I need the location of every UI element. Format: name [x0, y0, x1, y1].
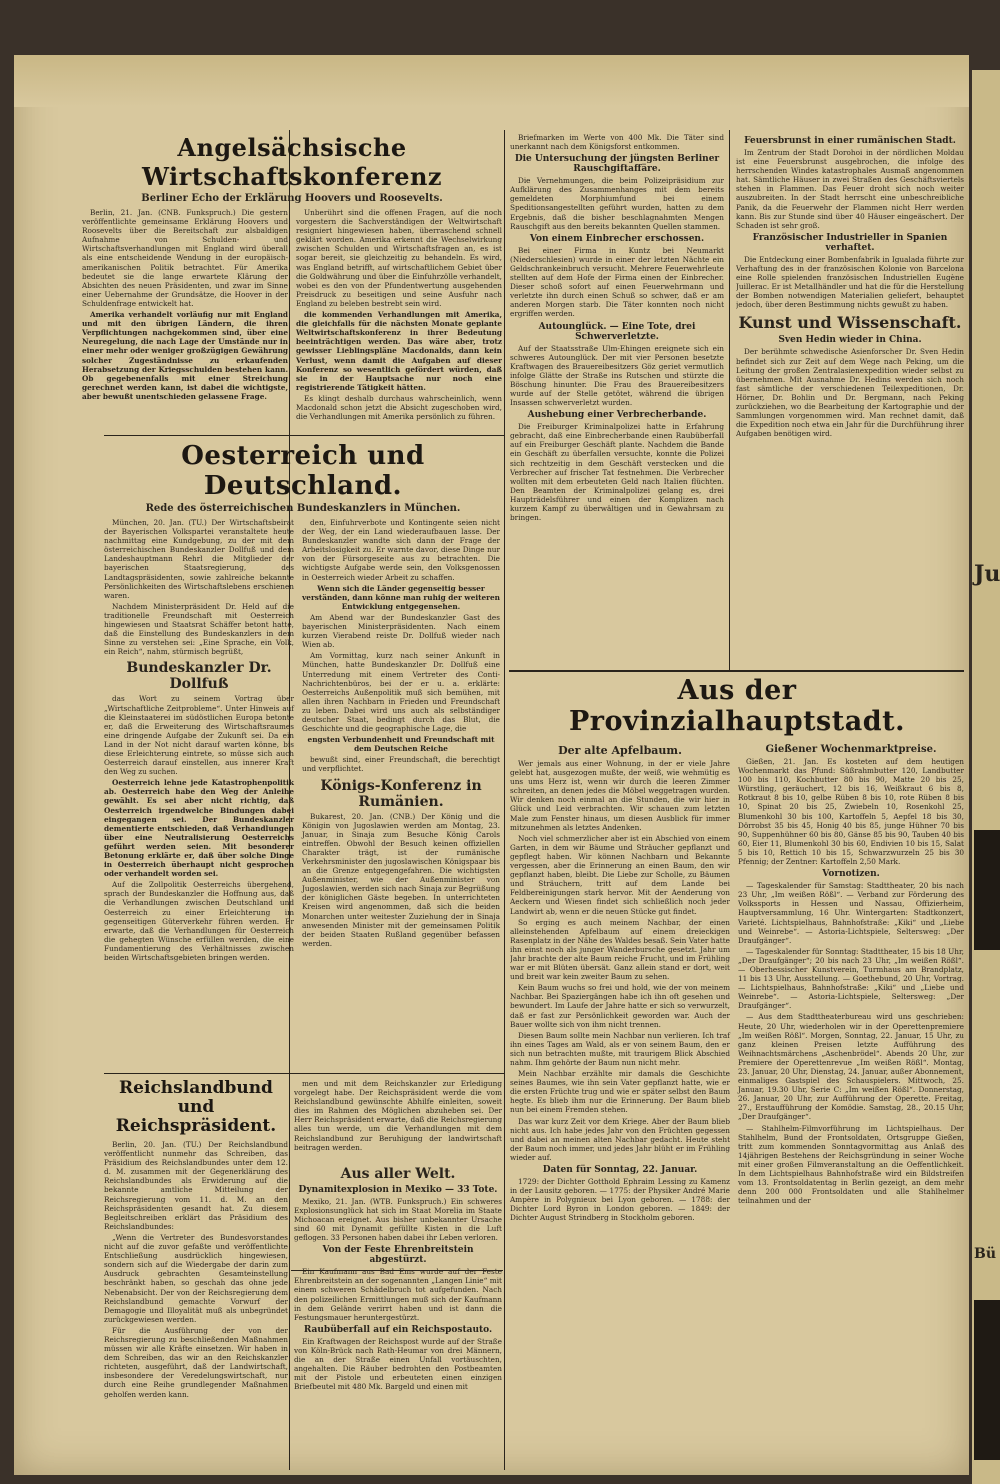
paragraph: Amerika verhandelt vorläufig nur mit England und mit den übrigen Ländern, die ihren Verpflichtungen nachgekommen sind, über eine Neuregelung, die nach Lage der Umstände nur in einer mehr oder weniger großzügigen Gewährung solcher Zugeständnisse zu erkaufenden Herabsetzung der Kriegsschulden bestehen kann. Ob gegebenenfalls mit einer Streichung gerechnet werden kann, ist dabei die wichtigste, aber bewußt unentschieden gelassene Frage. — [82, 310, 288, 401]
paragraph: men und mit dem Reichskanzler zur Erledigung vorgelegt habe. Der Reichspräsident werde die vom Reichslandbund gewünschte Abhilfe einleiten, soweit dies im Rahmen des Möglichen abzuheben sei. Der Herr Reichspräsident erwarte, daß die Reichsregierung alles tun werde, um die Verhandlungen mit dem Reichslandbund zur Beruhigung der landwirtschaft beitragen werden. — [294, 1079, 502, 1152]
paragraph: Diesen Baum sollte mein Nachbar nun verlieren. Ich traf ihn eines Tages am Wald, als er von seinem Baum, den er sich nun betrachten mußte, mit traurigem Blick Abschied nahm. Ihm gehörte der Baum nun nicht mehr. — [510, 1030, 730, 1067]
adjacent-page-image — [974, 830, 1000, 950]
section-heading: Daten für Sonntag, 22. Januar. — [542, 1165, 698, 1176]
article-aus-aller-welt — [294, 1079, 502, 1469]
divider-h1 — [104, 435, 504, 436]
paragraph: Im Zentrum der Stadt Dorohoi in der nördlichen Moldau ist eine Feuersbrunst ausgebrochen, die infolge des herrschenden Windes katastrophales Ausmaß angenommen hat. Sämtliche Häuser in zwei Straßen des Geschäftsviertels stehen in Flammen. Das Feuer droht sich noch weiter auszubreiten. In der Stadt herrscht eine unbeschreibliche Panik, da die Feuerwehr der Flammen nicht Herr werden kann. Bis zur Stunde sind über 40 Häuser eingeäschert. Der Schaden ist sehr groß. — [736, 148, 964, 230]
section-heading: Französischer Industrieller in Spanien verhaftet. — [752, 232, 948, 253]
paragraph: Auf der Staatsstraße Ulm-Ehingen ereignete sich ein schweres Autounglück. Der mit vier Personen besetzte Kraftwagen des Brauereibesitzers Göz geriet vermutlich infolge Glätte der Straße ins Rutschen und stürzte die Böschung hinunter. Die Frau des Brauereibesitzers wurde auf der Stelle getötet, während die übrigen Insassen schwerverletzt wurden. — [510, 343, 724, 408]
adjacent-page-strip — [972, 70, 1000, 1484]
headline-provinzialhauptstadt: Aus der Provinzialhauptstadt. — [569, 675, 905, 737]
paragraph: das Wort zu seinem Vortrag über „Wirtschaftliche Zeitprobleme“. Unter Hinweis auf die Kleinstaaterei im südöstlichen Europa betonte er, daß die Erweiterung des Wirtschaftsraumes eine dringende Aufgabe der Zukunft sei. Da ein Land in der Not nicht darauf warten könne, bis diese Erleichterung eintrete, so müsse sich auch Oesterreich darauf einstellen, aus innerer Kraft den Weg zu suchen. — [104, 694, 294, 777]
paragraph: — Aus dem Stadttheaterbureau wird uns geschrieben: Heute, 20 Uhr, wiederholen wir in der Operettenpremiere „Im weißen Rößl“. Morgen, Sonntag, 22. Januar, 15 Uhr, zu ganz kleinen Preisen letzte Aufführung des Weihnachtsmärchens „Aschenbrödel“. Abends 20 Uhr, zur Premiere der Operettenrevue „Im weißen Rößl“. Montag, 23. Januar, 20 Uhr, Dienstag, 24. Januar, außer Abonnement, einmaliges Gastspiel des Schauspielers. Mittwoch, 25. Januar, 19.30 Uhr, Serie C: „Im weißen Rößl“. Donnerstag, 26. Januar, 20 Uhr, zur Aufführung der Operette. Freitag, 27., Erstaufführung der Komödie. Samstag, 28., 20.15 Uhr, „Der Draufgänger“. — [738, 1012, 964, 1122]
subtitle-oesterreich: Rede des österreichischen Bundeskanzlers in München. — [145, 503, 461, 514]
paragraph: Unberührt sind die offenen Fragen, auf die noch vorgestern die Sachverständigen der Weltwirtschaft resigniert hingewiesen haben, überraschend schnell geklärt worden. Amerika erkennt die Wechselwirkung zwischen Schulden und Wirtschaftsfragen an, es ist sogar bereit, sie gleichzeitig zu behandeln. Es wird, was England betrifft, auf wirtschaftlichem Gebiet über die Goldwährung und über die Einfuhrzölle verhandelt, wobei es den von der Pfundentwertung ausgehenden Preisdruck zu beseitigen und seine Ausfuhr nach England zu beleben bestrebt sein wird. — [296, 208, 502, 308]
adjacent-page-text: Bü — [974, 1246, 997, 1262]
paragraph: — Tageskalender für Sonntag: Stadttheater, 15 bis 18 Uhr, „Der Draufgänger“; 20 bis nach 23 Uhr, „Im weißen Rößl“. — Oberhessischer Kunstverein, Turmhaus am Brandplatz, 11 bis 13 Uhr, Ausstellung. — Goethebund, 20 Uhr, Vortrag. — Lichtspielhaus, Bahnhofstraße: „Kiki“ und „Liebe und Weinrebe“. — Astoria-Lichtspiele, Seltersweg: „Der Draufgänger“. — [738, 946, 964, 1011]
section-heading: Die Untersuchung der jüngsten Berliner Rauschgiftaffäre. — [514, 154, 720, 175]
article-wirtschaftskonferenz — [82, 133, 502, 433]
paragraph: Berlin, 21. Jan. (CNB. Funkspruch.) Die gestern veröffentlichte gemeinsame Erklärung Hoovers und Roosevelts über die Bereitschaft zur alsbaldigen Aufnahme von Schulden- und Wirtschaftsverhandlungen mit England wird überall als eine entscheidende Wendung in der europäisch-amerikanischen Politik betrachtet. Für Amerika bedeutet sie die lange erwartete Klärung der Absichten des neuen Präsidenten, und zwar im Sinne einer Uebernahme der Grundsätze, die Hoover in der Schuldenfrage entwickelt hat. — [82, 208, 288, 308]
paragraph: — Stahlhelm-Filmvorführung im Lichtspielhaus. Der Stahlhelm, Bund der Frontsoldaten, Ortsgruppe Gießen, tritt zum kommenden Sonntagvormittag aus Anlaß des 14jährigen Bestehens der Reichsgründung in seiner Woche mit einer großen Filmveranstaltung an die Oeffentlichkeit. In dem Lichtspielhaus Bahnhofstraße wird ein Bildstreifen vom 13. Frontsoldatentag in Berlin gezeigt, an dem mehr denn 200 000 Frontsoldaten und alle Stahlhelmer teilnahmen und der — [738, 1123, 964, 1206]
paragraph: Auf die Zollpolitik Oesterreichs übergehend, sprach der Bundeskanzler die Hoffnung aus, daß die Verhandlungen zwischen Deutschland und Oesterreich zu einer Erleichterung im gegenseitigen Güterverkehr führen werden. Er erwarte, daß die Verhandlungen für Oesterreich die gehegten Wünsche erfüllen werden, die eine Fundamentierung des Verhältnisses zwischen beiden Wirtschaftsgebieten bringen werden. — [104, 880, 294, 963]
paragraph: — Tageskalender für Samstag: Stadttheater, 20 bis nach 23 Uhr, „Im weißen Rößl“. — Verband zur Förderung des Volkssports in Hessen und Nassau, Offizierheim, Hauptversammlung, 16 Uhr. Wintergarten: Stadtkonzert, Varieté. Lichtspielhaus, Bahnhofstraße: „Kiki“ und „Liebe und Weinrebe“. — Astoria-Lichtspiele, Seltersweg: „Der Draufgänger“. — [738, 881, 964, 945]
paragraph: Kein Baum wuchs so frei und hold, wie der von meinem Nachbar. Bei Spaziergängen habe ich ihn oft gesehen und bewundert. Im Laufe der Jahre hatte er sich so verwurzelt, daß er fast zur Persönlichkeit geworden war. Auch der Bauer wollte sich von ihm nicht trennen. — [510, 983, 730, 1029]
headline-wirtschaftskonferenz: Angelsächsische Wirtschaftskonferenz — [141, 133, 443, 191]
paragraph: So erging es auch meinem Nachbar, der einen alleinstehenden Apfelbaum auf einem dreieckigen Rasenplatz in der Nähe des Waldes besaß. Sein Vater hatte ihn einst noch als junger Wanderbursche gesetzt. Jahr um Jahr brachte der alte Baum reiche Frucht, und im Frühling war er mit Blüten übersät. Ganz allein stand er dort, weit und breit war kein zweiter Baum zu sehen. — [510, 917, 730, 982]
section-heading: Sven Hedin wieder in China. — [778, 335, 922, 346]
headline-aus-aller-welt: Aus aller Welt. — [340, 1165, 456, 1182]
section-heading: Feuersbrunst in einer rumänischen Stadt. — [744, 136, 956, 146]
paragraph: Noch viel schmerzlicher aber ist ein Abschied von einem Garten, in dem wir Bäume und Sträucher gepflanzt und gepflegt haben. Wir können Nachbarn und Bekannte vergessen, aber die Erinnerung an einen Baum, den wir gepflanzt haben, bleibt. Die Liebe zur Scholle, zu Bäumen und Sträuchern, tritt auf dem Lande bei Feldbereinigungen stark hervor. Mit der Aenderung von Aeckern und Wiesen findet sich schließlich noch jeder Landwirt ab, wenn er die neuen Stücke gut findet. — [510, 833, 730, 916]
paragraph: Bei einer Firma in Kuntz bei Neumarkt (Niederschlesien) wurde in einer der letzten Nächte ein Geldschrankeinbruch versucht. Mehrere Feuerwehrleute stellten auf dem Hofe der Firma einen der Einbrecher. Dieser schoß sofort auf einen Feuerwehrmann und verletzte ihn durch einen Schuß so schwer, daß er am anderen Morgen starb. Die Täter konnten noch nicht ergriffen werden. — [510, 245, 724, 319]
divider-h2 — [104, 1073, 504, 1074]
paragraph: Es klingt deshalb durchaus wahrscheinlich, wenn Macdonald schon jetzt die Absicht zugeschoben wird, die Verhandlungen mit Amerika persönlich zu führen. — [296, 393, 502, 422]
paragraph: den, Einfuhrverbote und Kontingente seien nicht der Weg, der ein Land wiederaufbauen lasse. Der Bundeskanzler wandte sich dann der Frage der Arbeitslosigkeit zu. Er warnte davor, diese Dinge nur von der Fürsorgeseite aus zu betrachten. Die wichtigste Aufgabe werde sein, den Volksgenossen in Oesterreich wieder Arbeit zu schaffen. — [302, 518, 500, 582]
headline-kunst-wissenschaft: Kunst und Wissenschaft. — [738, 313, 962, 333]
paragraph: Ein Kraftwagen der Reichspost wurde auf der Straße von Köln-Brück nach Rath-Heumar von drei Männern, die an der Straße einen Unfall vortäuschten, angehalten. Die Räuber bedrohten den Postbeamten mit der Pistole und erbeuteten einen einzigen Briefbeutel mit 480 Mk. Bargeld und einen mit — [294, 1336, 502, 1392]
paragraph: Bukarest, 20. Jan. (CNB.) Der König und die Königin von Jugoslawien werden am Montag, 23. Januar, in Sinaja zum Besuche König Carols eintreffen. Obwohl der Besuch keinen offiziellen Charakter trägt, ist der rumänische Verkehrsminister den jugoslawischen Königspaar bis an die Grenze entgegengefahren. Die wichtigsten Außenminister, wie der Außenminister von Jugoslawien, werden sich nach Sinaja zur Begrüßung der königlichen Gäste begeben. In unterrichteten Kreisen wird angenommen, daß sich die beiden Monarchen unter weitester Zuziehung der in Sinaja anwesenden Minister mit der gemeinsamen Politik der beiden Staaten Rußland gegenüber befassen werden. — [302, 811, 500, 948]
paragraph: Gießen, 21. Jan. Es kosteten auf dem heutigen Wochenmarkt das Pfund: Süßrahmbutter 120, Landbutter 100 bis 110, Kochbutter 80 bis 90, Matte 20 bis 25, Würstling, geräuchert, 12 bis 16, Weißkraut 6 bis 8, Rotkraut 8 bis 10, gelbe Rüben 8 bis 10, rote Rüben 8 bis 10, Spinat 20 bis 25, Zwiebeln 10, Rosenkohl 25, Blumenkohl 30 bis 100, Kartoffeln 5, Aepfel 18 bis 30, Dörrobst 35 bis 45, Honig 40 bis 85, junge Hühner 70 bis 90, Suppenhühner 60 bis 80, Gänse 85 bis 90, Tauben 40 bis 60, Eier 11, Blumenkohl 30 bis 60, Endivien 10 bis 15, Salat 5 bis 10, Rettich 10 bis 15, Schwarzwurzeln 25 bis 30 Pfennig; der Zentner: Kartoffeln 2,50 Mark. — [738, 757, 964, 867]
section-heading: Autounglück. — Eine Tote, drei Schwerverletzte. — [538, 321, 696, 342]
paragraph: die kommenden Verhandlungen mit Amerika, die gleichfalls für die nächsten Monate geplante Weltwirtschaftskonferenz in ihrer Bedeutung beeinträchtigen werden. Das wäre aber, trotz gewisser Lieblingspläne Macdonalds, dann kein Verlust, wenn damit die Aufgaben auf dieser Konferenz so wesentlich gefördert würden, daß sie in der Hauptsache nur noch eine registrierende Tätigkeit hätten. — [296, 310, 502, 392]
paragraph: Am Abend war der Bundeskanzler Gast des bayerischen Ministerpräsidenten. Nach einem kurzen Vierabend reiste Dr. Dollfuß wieder nach Wien ab. — [302, 612, 500, 650]
section-heading: Aushebung einer Verbrecherbande. — [527, 410, 707, 421]
article-oesterreich — [104, 441, 502, 1069]
headline-koenigs-konferenz: Königs-Konferenz in Rumänien. — [320, 777, 482, 810]
newspaper-page — [14, 55, 969, 1475]
section-heading: Von der Feste Ehrenbreitstein abgestürzt. — [322, 1245, 474, 1266]
paragraph: engsten Verbundenheit und Freundschaft mit dem Deutschen Reiche — [307, 735, 495, 754]
paragraph: Am Vormittag, kurz nach seiner Ankunft in München, hatte Bundeskanzler Dr. Dollfuß eine Unterredung mit einem Vertreter des Conti-Nachrichtenbüros, bei der er u. a. erklärte: Oesterreichs Außenpolitik muß sich bemühen, mit allen ihren Nachbarn in Frieden und Freundschaft zu leben. Dabei wird uns auch als selbständiger deutscher Staat, bedingt durch das Blut, die Geschichte und die geographische Lage, die — [302, 651, 500, 734]
divider-h3 — [509, 670, 964, 672]
paragraph: Ein Kaufmann aus Bad Ems wurde auf der Feste Ehrenbreitstein an der sogenannten „Langen Linie“ mit einem schweren Schädelbruch tot aufgefunden. Nach den polizeilichen Ermittlungen muß sich der Kaufmann in dem Gelände verirrt haben und ist dann die Festungsmauer heruntergestürzt. — [294, 1267, 502, 1322]
paragraph: Für die Ausführung der von der Reichsregierung zu beschließenden Maßnahmen müssen wir alle Kräfte einsetzen. Wir haben in dem Schreiben, das wir an den Reichskanzler richteten, ausgeführt, daß der Landwirtschaft, insbesondere der Veredelungswirtschaft, nur durch eine Reihe grundlegender Maßnahmen geholfen werden kann. — [104, 1325, 288, 1399]
section-heading: Gießener Wochenmarktpreise. — [765, 744, 937, 755]
article-reichslandbund — [104, 1079, 288, 1469]
column-news — [510, 133, 724, 668]
divider-v2 — [504, 130, 505, 1470]
section-heading: Raubüberfall auf ein Reichspostauto. — [303, 1324, 493, 1335]
paragraph: Der berühmte schwedische Asienforscher Dr. Sven Hedin befindet sich zur Zeit auf dem Wege nach Peking, um die Leitung der großen Zentralasienexpedition wieder selbst zu übernehmen. Mit Ausnahme Dr. Hedins werden sich noch fast sämtliche der verschiedenen Teilexpeditionen, Dr. Hörner, Dr. Bohlin und Dr. Bergmann, nach Peking zurückziehen, wo die Bearbeitung der Kartographie und der Sammlungen vorgenommen wird. Man rechnet damit, daß die Expedition noch etwa ein Jahr für die Durchführung ihrer Aufgaben benötigen wird. — [736, 347, 964, 439]
section-heading: Dynamitexplosion in Mexiko — 33 Tote. — [298, 1184, 498, 1195]
headline-reichslandbund: Reichslandbund und Reichspräsident. — [115, 1079, 277, 1136]
paragraph: Briefmarken im Werte von 400 Mk. Die Täter sind unerkannt nach dem Königsforst entkommen. — [510, 133, 724, 152]
section-heading: Bundeskanzler Dr. Dollfuß — [126, 660, 272, 693]
paragraph: Oesterreich lehne jede Katastrophenpolitik ab. Oesterreich habe den Weg der Anleihe gewählt. Es sei aber nicht richtig, daß Oesterreich irgendwelche Bindungen dabei eingegangen sei. Der Bundeskanzler dementierte entschieden, daß Verhandlungen über eine Neutralisierung Oesterreichs geführt werden seien. Mit besonderer Betonung erklärte er, daß über solche Dinge in Oesterreich überhaupt nicht gesprochen oder verhandelt worden sei. — [104, 778, 294, 879]
paragraph: „Wenn die Vertreter des Bundesvorstandes nicht auf die zuvor gefaßte und veröffentlichte Entschließung ausdrücklich hingewiesen, sondern sich auf die Wiedergabe der darin zum Ausdruck gebrachten Gesamteinstellung beschränkt haben, so geschah das ohne jede Nebenabsicht. Der von der Reichsregierung dem Reichslandbund gemachte Vorwurf der Demagogie und Illoyalität muß als unbegründet zurückgewiesen werden. — [104, 1232, 288, 1324]
paragraph: Berlin, 20. Jan. (TU.) Der Reichslandbund veröffentlicht nunmehr das Schreiben, das Präsidium des Reichslandbundes unter dem 12. d. M. zusammen mit der Gegenerklärung des Reichslandbundes als Erwiderung auf die bekannte amtliche Mitteilung der Reichsregierung vom 11. d. M. an den Reichspräsidenten gesandt hat. Zu diesem Begleitschreiben erklärt das Präsidium des Reichslandbundes: — [104, 1140, 288, 1231]
paragraph: Die Entdeckung einer Bombenfabrik in Igualada führte zur Verhaftung des in der französischen Kolonie von Barcelona eine Rolle spielenden französischen Industriellen Eugène Juillerac. Er ist Metallhändler und hat die für die Herstellung der Bomben notwendigen Materialien geliefert, behauptet jedoch, über deren Bestimmung nichts gewußt zu haben. — [736, 254, 964, 310]
paragraph: Mein Nachbar erzählte mir damals die Geschichte seines Baumes, wie ihn sein Vater gepflanzt hatte, wie er die ersten Früchte trug und wie er später selbst den Baum hegte. Es blieb ihm nur die Erinnerung. Der Baum blieb nun bei einem Fremden stehen. — [510, 1069, 730, 1115]
section-heading: Der alte Apfelbaum. — [558, 744, 682, 757]
paragraph: Wer jemals aus einer Wohnung, in der er viele Jahre gelebt hat, ausgezogen mußte, der weiß, wie wehmütig es uns ums Herz ist, wenn wir durch die leeren Zimmer schreiten, an denen jedes die Möbel weggetragen wurden. Wir denken noch einmal an die Stunden, die wir hier in Glück und Leid verbrachten. Wir schauen zum letzten Male zum Fenster hinaus, um diesen Ausblick für immer mitzunehmen als letztes Andenken. — [510, 759, 730, 832]
paragraph: Nachdem Ministerpräsident Dr. Held auf die traditionelle Freundschaft mit Oesterreich hingewiesen und Staatsrat Schäffer betont hatte, daß die Einstellung des Bundeskanzlers in dem Sinne zu verstehen sei: „Eine Sprache, ein Volk, ein Reich“, nahm, stürmisch begrüßt, — [104, 601, 294, 657]
page-top-margin — [14, 55, 969, 107]
divider-v3 — [729, 130, 730, 670]
section-heading: Von einem Einbrecher erschossen. — [529, 233, 705, 244]
paragraph: Mexiko, 21. Jan. (WTB. Funkspruch.) Ein schweres Explosionsunglück hat sich im Staat Morelia im Staate Michoacan ereignet. Aus bisher unbekannter Ursache sind 60 mit Dynamit gefüllte Kisten in die Luft geflogen. 33 Personen haben dabei ihr Leben verloren. — [294, 1196, 502, 1243]
paragraph: 1729: der Dichter Gotthold Ephraim Lessing zu Kamenz in der Lausitz geboren. — 1775: der Physiker André Marie Ampère in Polygnieux bei Lyon geboren. — 1788: der Dichter Lord Byron in London geboren. — 1849: der Dichter August Strindberg in Stockholm geboren. — [510, 1177, 730, 1223]
section-provinzialhauptstadt — [510, 675, 964, 1470]
paragraph: München, 20. Jan. (TU.) Der Wirtschaftsbeirat der Bayerischen Volkspartei veranstaltete heute nachmittag eine Kundgebung, zu der mit dem österreichischen Bundeskanzler Dollfuß und dem Landeshauptmann Rehrl die Mitglieder der bayerischen Staatsregierung, des Landtagspräsidenten, sowie zahlreiche bekannte Persönlichkeiten des Wirtschaftslebens erschienen waren. — [104, 518, 294, 600]
section-heading: Vornotizen. — [822, 869, 880, 880]
paragraph: Die Freiburger Kriminalpolizei hatte in Erfahrung gebracht, daß eine Einbrecherbande einen Raubüberfall auf ein Freiburger Geschäft plante. Nachdem die Bande ein Geschäft zu überfallen versuchte, konnte die Polizei sich rechtzeitig in dem Geschäft verstecken und die Verbrecher auf frischer Tat festnehmen. Die Verbrecher wollten mit dem erbeuteten Geld nach Italien flüchten. Den Beamten der Kriminalpolizei gelang es, drei Haupträdelsführer und einen der Komplizen nach kurzem Kampf zu überwältigen und in Gewahrsam zu bringen. — [510, 422, 724, 523]
subtitle-wirtschaftskonferenz: Berliner Echo der Erklärung Hoovers und Roosevelts. — [141, 193, 443, 204]
paragraph: Die Vernehmungen, die beim Polizeipräsidium zur Aufklärung des Zusammenhanges mit dem bereits gemeldeten Morphiumfund bei einem Speditionsangestellten geführt wurden, hatten zu dem Ergebnis, daß die bisher beschlagnahmten Mengen Rauschgift aus den bereits bekannten Quellen stammen. — [510, 176, 724, 231]
headline-oesterreich: Oesterreich und Deutschland. — [181, 441, 425, 501]
paragraph: bewußt sind, einer Freundschaft, die berechtigt und verpflichtet. — [302, 755, 500, 774]
column-kunst — [736, 133, 964, 668]
adjacent-page-text: Ju — [974, 561, 1000, 587]
paragraph: Wenn sich die Länder gegenseitig besser verständen, dann könne man ruhig der weiteren Entwicklung entgegensehen. — [302, 583, 500, 611]
adjacent-page-image — [974, 1300, 1000, 1460]
paragraph: Das war kurz Zeit vor dem Kriege. Aber der Baum blieb nicht aus. Ich habe jedes Jahr von den Früchten gegessen und dabei an meinen alten Nachbar gedacht. Heute steht der Baum noch immer, und jedes Jahr blüht er im Frühling wieder auf. — [510, 1116, 730, 1162]
